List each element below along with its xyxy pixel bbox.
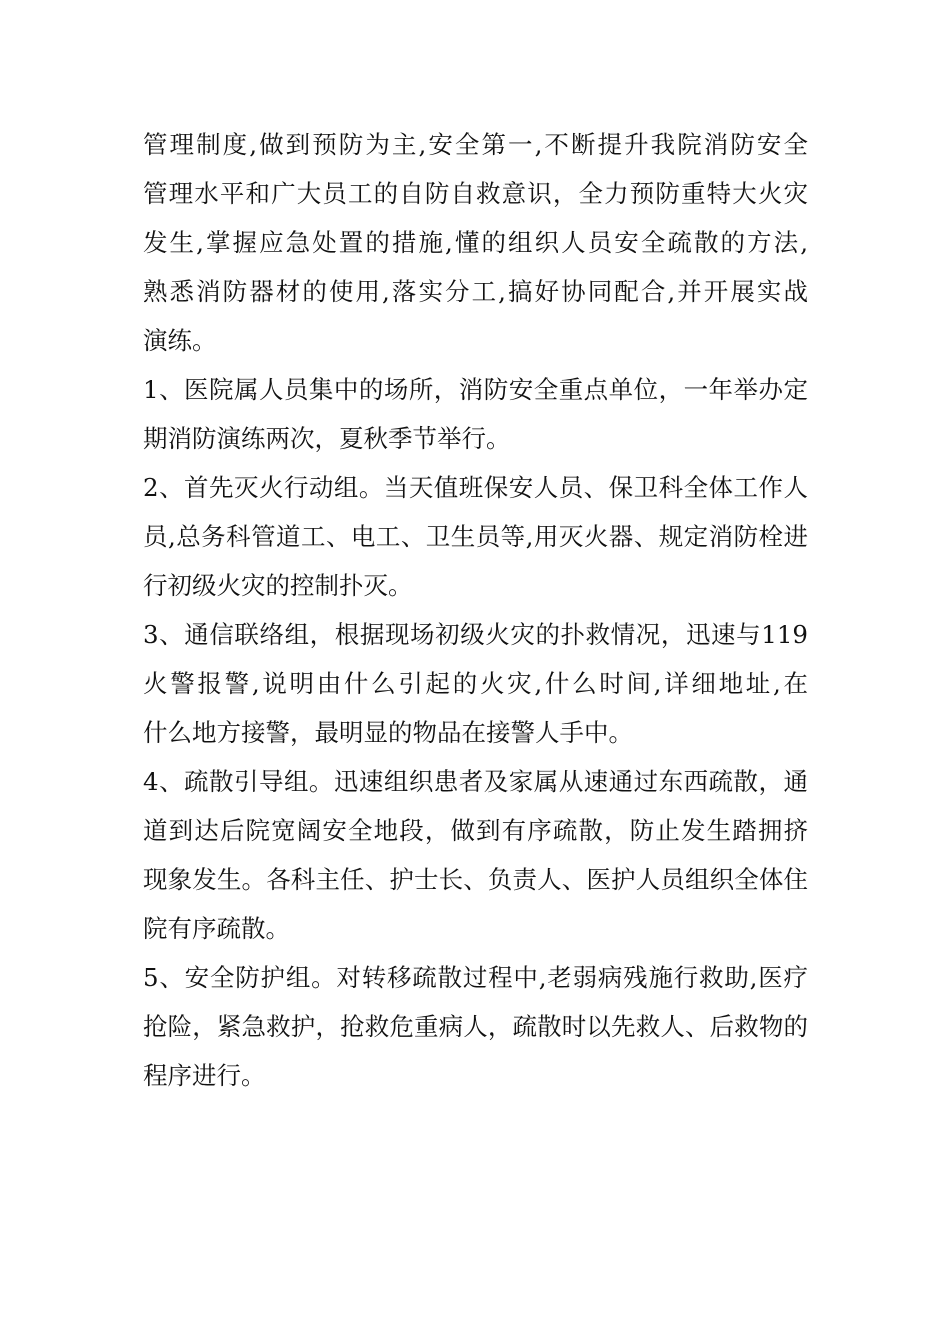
text-line: 1、医院属人员集中的场所，消防安全重点单位，一年举办定 — [143, 375, 808, 404]
text-line: 行初级火灾的控制扑灭。 — [143, 571, 413, 600]
paragraph-item-1 — [143, 365, 808, 463]
text-line: 院有序疏散。 — [143, 914, 290, 943]
text-line: 5、安全防护组。对转移疏散过程中,老弱病残施行救助,医疗 — [143, 963, 808, 992]
text-line: 道到达后院宽阔安全地段，做到有序疏散，防止发生踏拥挤 — [143, 816, 808, 845]
text-line: 熟悉消防器材的使用,落实分工,搞好协同配合,并开展实战 — [143, 277, 808, 306]
paragraph-intro — [143, 120, 808, 365]
text-line: 2、首先灭火行动组。当天值班保安人员、保卫科全体工作人 — [143, 473, 808, 502]
text-line: 现象发生。各科主任、护士长、负责人、医护人员组织全体住 — [143, 865, 808, 894]
text-line: 管理水平和广大员工的自防自救意识，全力预防重特大火灾 — [143, 179, 808, 208]
text-line: 期消防演练两次，夏秋季节举行。 — [143, 424, 511, 453]
text-line: 火警报警,说明由什么引起的火灾,什么时间,详细地址,在 — [143, 669, 808, 698]
text-line: 管理制度,做到预防为主,安全第一,不断提升我院消防安全 — [143, 130, 808, 159]
paragraph-item-4 — [143, 757, 808, 953]
text-line: 3、通信联络组，根据现场初级火灾的扑救情况，迅速与119 — [143, 620, 808, 649]
text-line: 员,总务科管道工、电工、卫生员等,用灭火器、规定消防栓进 — [143, 522, 808, 551]
text-line: 抢险，紧急救护，抢救危重病人，疏散时以先救人、后救物的 — [143, 1012, 808, 1041]
text-line: 演练。 — [143, 326, 217, 355]
paragraph-item-3 — [143, 610, 808, 757]
text-line: 4、疏散引导组。迅速组织患者及家属从速通过东西疏散，通 — [143, 767, 808, 796]
text-line: 程序进行。 — [143, 1061, 266, 1090]
paragraph-item-5 — [143, 953, 808, 1100]
document-page — [143, 120, 808, 1100]
text-line: 发生,掌握应急处置的措施,懂的组织人员安全疏散的方法, — [143, 228, 808, 257]
text-line: 什么地方接警，最明显的物品在接警人手中。 — [143, 718, 633, 747]
paragraph-item-2 — [143, 463, 808, 610]
